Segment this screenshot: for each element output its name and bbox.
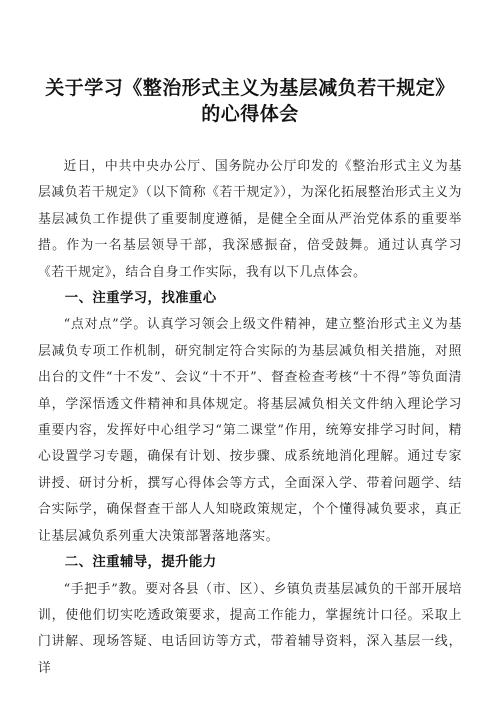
- document-title: [38, 0, 462, 127]
- title-line-1: 关于学习《整治形式主义为基层减负若干规定》: [45, 77, 455, 99]
- section-heading-1: 一、注重学习，找准重心: [64, 291, 217, 307]
- section-paragraph-2: “手把手”教。要对各县（市、区）、乡镇负责基层减负的干部开展培训，使他们切实吃透政策要求，提高工作能力，掌握统计口径。采取上门讲解、现场答疑、电话回访等方式，带着辅导资料，深入基层一线，详: [38, 581, 462, 676]
- title-line-2: 的心得体会: [201, 103, 299, 125]
- section-paragraph-1: “点对点”学。认真学习领会上级文件精神，建立整治形式主义为基层减负专项工作机制，研究制定符合实际的为基层减负相关措施，对照出台的文件“十不发”、会议“十不开”、督查检查考核“十不得”等负面清单，学深悟透文件精神和具体规定。将基层减负相关文件纳入理论学习重要内容，发挥好中心组学习“第二课堂”作用，统筹安排学习时间，精心设置学习专题，确保有计划、按步骤、成系统地消化理解。通过专家讲授、研讨分析，撰写心得体会等方式，全面深入学、带着问题学、结合实际学，确保督查干部人人知晓政策规定，个个懂得减负要求，真正让基层减负系列重大决策部署落地落实。: [38, 317, 462, 544]
- intro-paragraph: 近日，中共中央办公厅、国务院办公厅印发的《整治形式主义为基层减负若干规定》（以下简称《若干规定》），为深化拓展整治形式主义为基层减负工作提供了重要制度遵循，是健全全面从严治党体系的重要举措。作为一名基层领导干部，我深感振奋，倍受鼓舞。通过认真学习《若干规定》，结合自身工作实际，我有以下几点体会。: [38, 159, 462, 280]
- section-heading-2: 二、注重辅导，提升能力: [64, 555, 217, 571]
